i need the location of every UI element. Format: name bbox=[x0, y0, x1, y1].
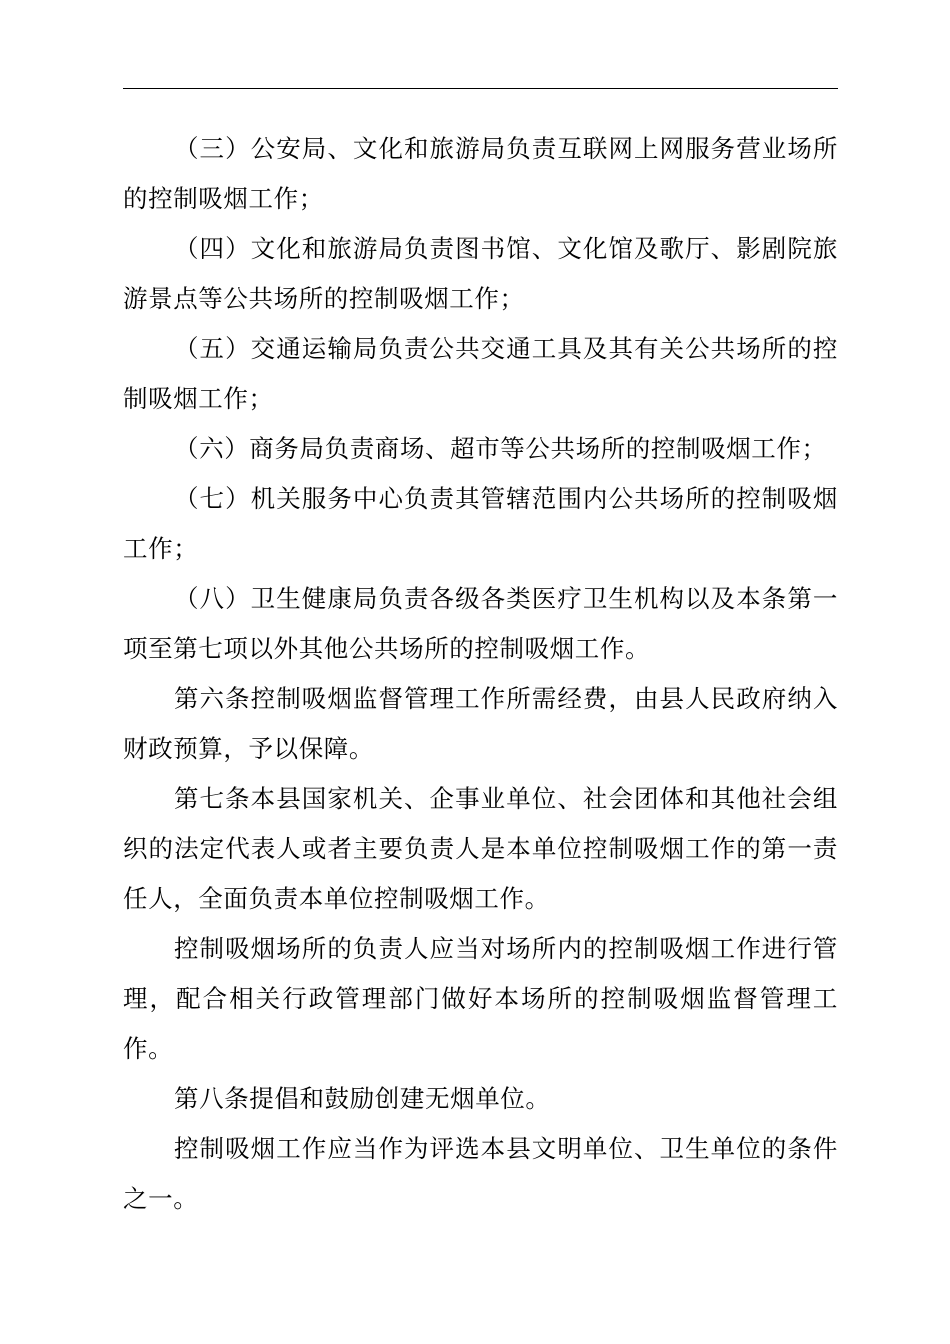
paragraph-article-8: 第八条提倡和鼓励创建无烟单位。 bbox=[174, 1084, 551, 1113]
paragraph-item-8: （八）卫生健康局负责各级各类医疗卫生机构以及本条第一项至第七项以外其他公共场所的控制吸烟工作。 bbox=[123, 584, 838, 663]
paragraph-article-7: 第七条本县国家机关、企事业单位、社会团体和其他社会组织的法定代表人或者主要负责人是本单位控制吸烟工作的第一责任人，全面负责本单位控制吸烟工作。 bbox=[123, 784, 838, 913]
paragraph-item-6: （六）商务局负责商场、超市等公共场所的控制吸烟工作； bbox=[174, 434, 827, 463]
paragraph-venue-manager: 控制吸烟场所的负责人应当对场所内的控制吸烟工作进行管理，配合相关行政管理部门做好本场所的控制吸烟监督管理工作。 bbox=[123, 934, 838, 1063]
header-rule bbox=[123, 88, 838, 89]
paragraph-item-5: （五）交通运输局负责公共交通工具及其有关公共场所的控制吸烟工作； bbox=[123, 334, 838, 413]
paragraph-evaluation-condition: 控制吸烟工作应当作为评选本县文明单位、卫生单位的条件之一。 bbox=[123, 1134, 838, 1213]
paragraph-article-6: 第六条控制吸烟监督管理工作所需经费，由县人民政府纳入财政预算，予以保障。 bbox=[123, 684, 838, 763]
paragraph-item-3: （三）公安局、文化和旅游局负责互联网上网服务营业场所的控制吸烟工作； bbox=[123, 134, 838, 213]
document-body bbox=[123, 124, 838, 1224]
paragraph-item-7: （七）机关服务中心负责其管辖范围内公共场所的控制吸烟工作； bbox=[123, 484, 838, 563]
paragraph-item-4: （四）文化和旅游局负责图书馆、文化馆及歌厅、影剧院旅游景点等公共场所的控制吸烟工作； bbox=[123, 234, 838, 313]
